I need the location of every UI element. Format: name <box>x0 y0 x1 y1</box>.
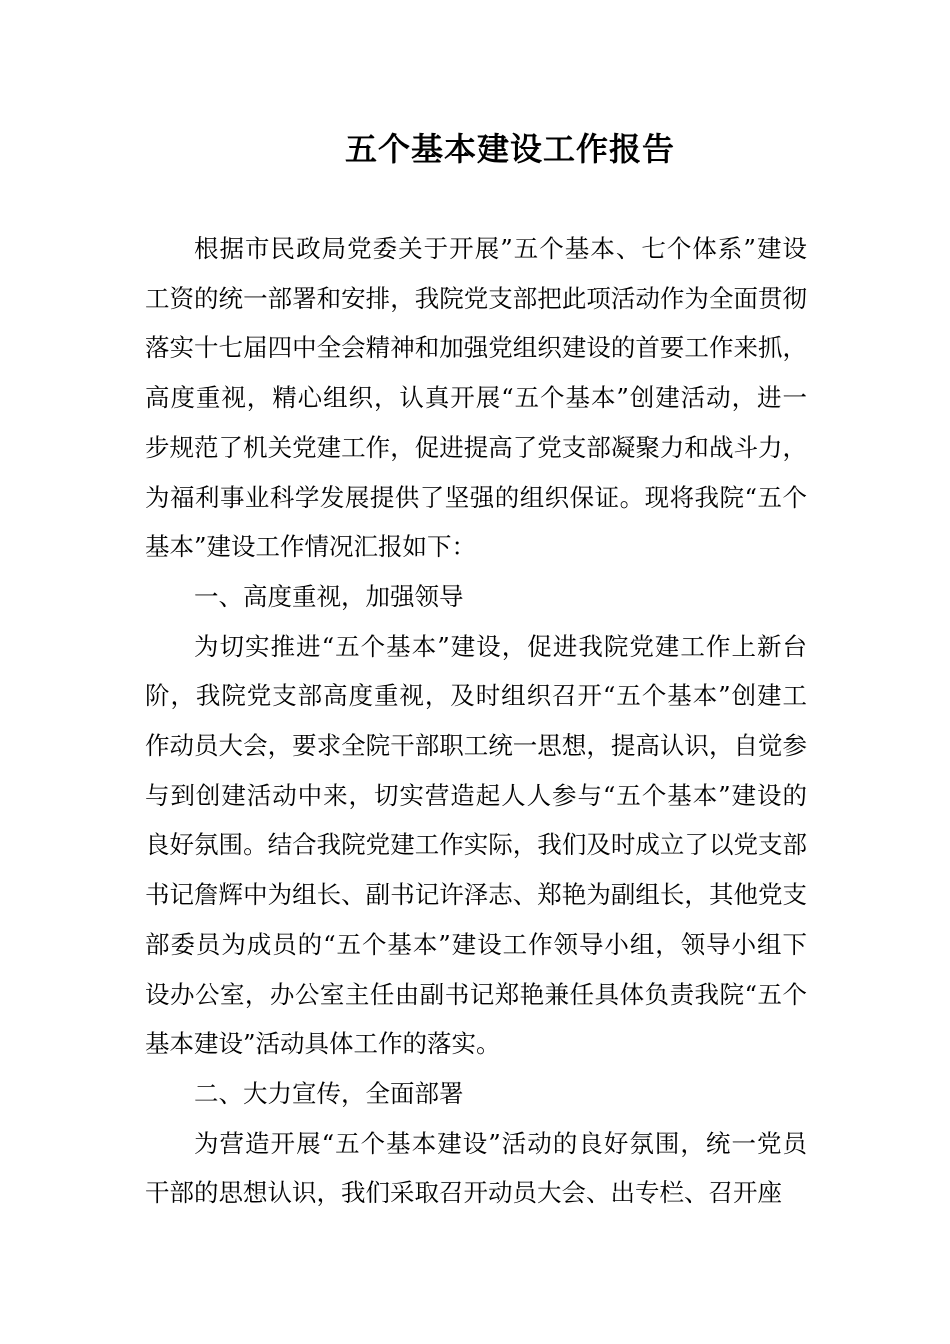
document-body <box>145 224 807 1218</box>
section-heading-1: 一、高度重视，加强领导 <box>194 581 464 611</box>
paragraph-intro: 根据市民政局党委关于开展”五个基本、七个体系”建设工资的统一部署和安排，我院党支部把此项活动作为全面贯彻落实十七届四中全会精神和加强党组织建设的首要工作来抓，高度重视，精心组织，认真开展“五个基本”创建活动，进一步规范了机关党建工作，促进提高了党支部凝聚力和战斗力，为福利事业科学发展提供了坚强的组织保证。现将我院“五个基本”建设工作情况汇报如下： <box>145 234 807 562</box>
section-heading-2: 二、大力宣传，全面部署 <box>194 1078 464 1108</box>
document-title: 五个基本建设工作报告 <box>344 130 675 168</box>
paragraph-section-1: 为切实推进“五个基本”建设，促进我院党建工作上新台阶，我院党支部高度重视，及时组织召开“五个基本”创建工作动员大会，要求全院干部职工统一思想，提高认识，自觉参与到创建活动中来，切实营造起人人参与“五个基本”建设的良好氛围。结合我院党建工作实际，我们及时成立了以党支部书记詹辉中为组长、副书记许泽志、郑艳为副组长，其他党支部委员为成员的“五个基本”建设工作领导小组，领导小组下设办公室，办公室主任由副书记郑艳兼任具体负责我院“五个基本建设”活动具体工作的落实。 <box>145 631 807 1059</box>
paragraph-section-2: 为营造开展“五个基本建设”活动的良好氛围，统一党员干部的思想认识，我们采取召开动员大会、出专栏、召开座 <box>145 1128 807 1208</box>
